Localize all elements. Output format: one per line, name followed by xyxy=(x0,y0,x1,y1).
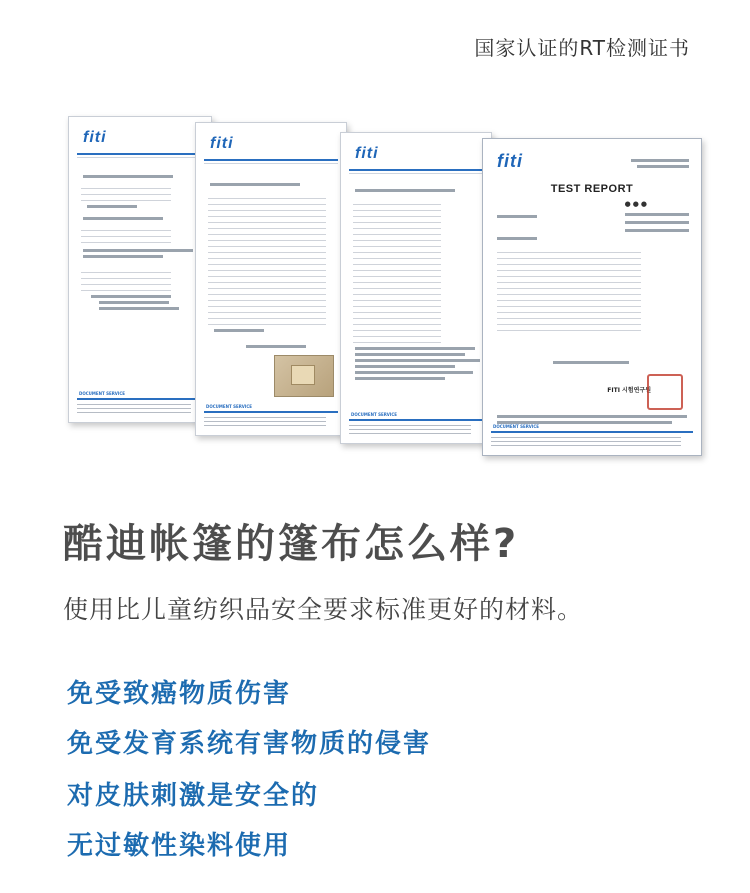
feature-item: 免受发育系统有害物质的侵害 xyxy=(67,729,432,759)
text-line xyxy=(355,377,445,380)
report-title: TEST REPORT xyxy=(550,183,634,195)
footer-rule xyxy=(491,431,693,433)
fiti-logo: fiti xyxy=(210,135,234,152)
feature-item: 对皮肤刺激是安全的 xyxy=(67,781,320,811)
text-line xyxy=(625,221,689,224)
footer-notes xyxy=(77,404,191,416)
text-line xyxy=(497,415,687,418)
header-rule xyxy=(349,169,483,171)
text-line xyxy=(99,301,169,304)
fiti-logo: fiti xyxy=(497,151,523,171)
sub-headline: 使用比儿童纺织品安全要求标准更好的材料。 xyxy=(63,595,584,624)
report-page-3 xyxy=(340,132,492,444)
header-subrule xyxy=(77,157,203,158)
text-line xyxy=(497,215,537,218)
text-line xyxy=(355,365,455,368)
text-line xyxy=(355,347,475,350)
footer-notes xyxy=(491,437,681,449)
result-table xyxy=(353,199,441,343)
text-line xyxy=(99,307,179,310)
seal-stamp xyxy=(647,374,683,410)
footer-rule xyxy=(349,419,483,421)
footer-rule xyxy=(77,398,203,400)
result-table xyxy=(81,183,171,201)
text-line xyxy=(83,255,163,258)
document-service-label: DOCUMENT SERVICE xyxy=(493,424,540,429)
sample-swatch xyxy=(291,365,315,385)
institute-name: FITI 시험연구원 xyxy=(607,387,651,394)
text-line xyxy=(87,205,137,208)
certificate-caption: 国家认证的RT检测证书 xyxy=(474,36,690,60)
text-line xyxy=(497,237,537,240)
text-line xyxy=(355,359,480,362)
footer-notes xyxy=(349,425,471,437)
report-page-1 xyxy=(68,116,212,423)
text-line xyxy=(355,189,455,192)
text-line xyxy=(83,217,163,220)
header-subrule xyxy=(349,173,483,174)
header-subrule xyxy=(204,163,338,164)
test-report-cover xyxy=(482,138,702,456)
text-line xyxy=(83,249,193,252)
header-rule xyxy=(204,159,338,161)
fiti-logo: fiti xyxy=(83,129,107,146)
text-line xyxy=(91,295,171,298)
text-line xyxy=(83,175,173,178)
report-page-2 xyxy=(195,122,347,436)
feature-item: 免受致癌物质伤害 xyxy=(67,679,292,709)
result-table xyxy=(208,193,326,325)
text-line xyxy=(214,329,264,332)
text-line xyxy=(637,165,689,168)
sample-photo xyxy=(274,355,334,397)
text-line xyxy=(355,353,465,356)
main-headline: 酷迪帐篷的篷布怎么样? xyxy=(63,521,520,567)
result-table xyxy=(81,225,171,243)
document-service-label: DOCUMENT SERVICE xyxy=(206,404,253,409)
text-line xyxy=(625,213,689,216)
document-service-label: DOCUMENT SERVICE xyxy=(79,391,126,396)
footer-rule xyxy=(204,411,338,413)
document-service-label: DOCUMENT SERVICE xyxy=(351,412,398,417)
text-line xyxy=(553,361,629,364)
text-line xyxy=(355,371,473,374)
header-rule xyxy=(77,153,203,155)
sample-info-table xyxy=(497,247,641,331)
page-dots: ●●● xyxy=(624,200,649,208)
text-line xyxy=(631,159,689,162)
text-line xyxy=(210,183,300,186)
result-table xyxy=(81,267,171,291)
footer-notes xyxy=(204,417,326,429)
fiti-logo: fiti xyxy=(355,145,379,162)
text-line xyxy=(246,345,306,348)
feature-item: 无过敏性染料使用 xyxy=(67,831,292,861)
text-line xyxy=(625,229,689,232)
